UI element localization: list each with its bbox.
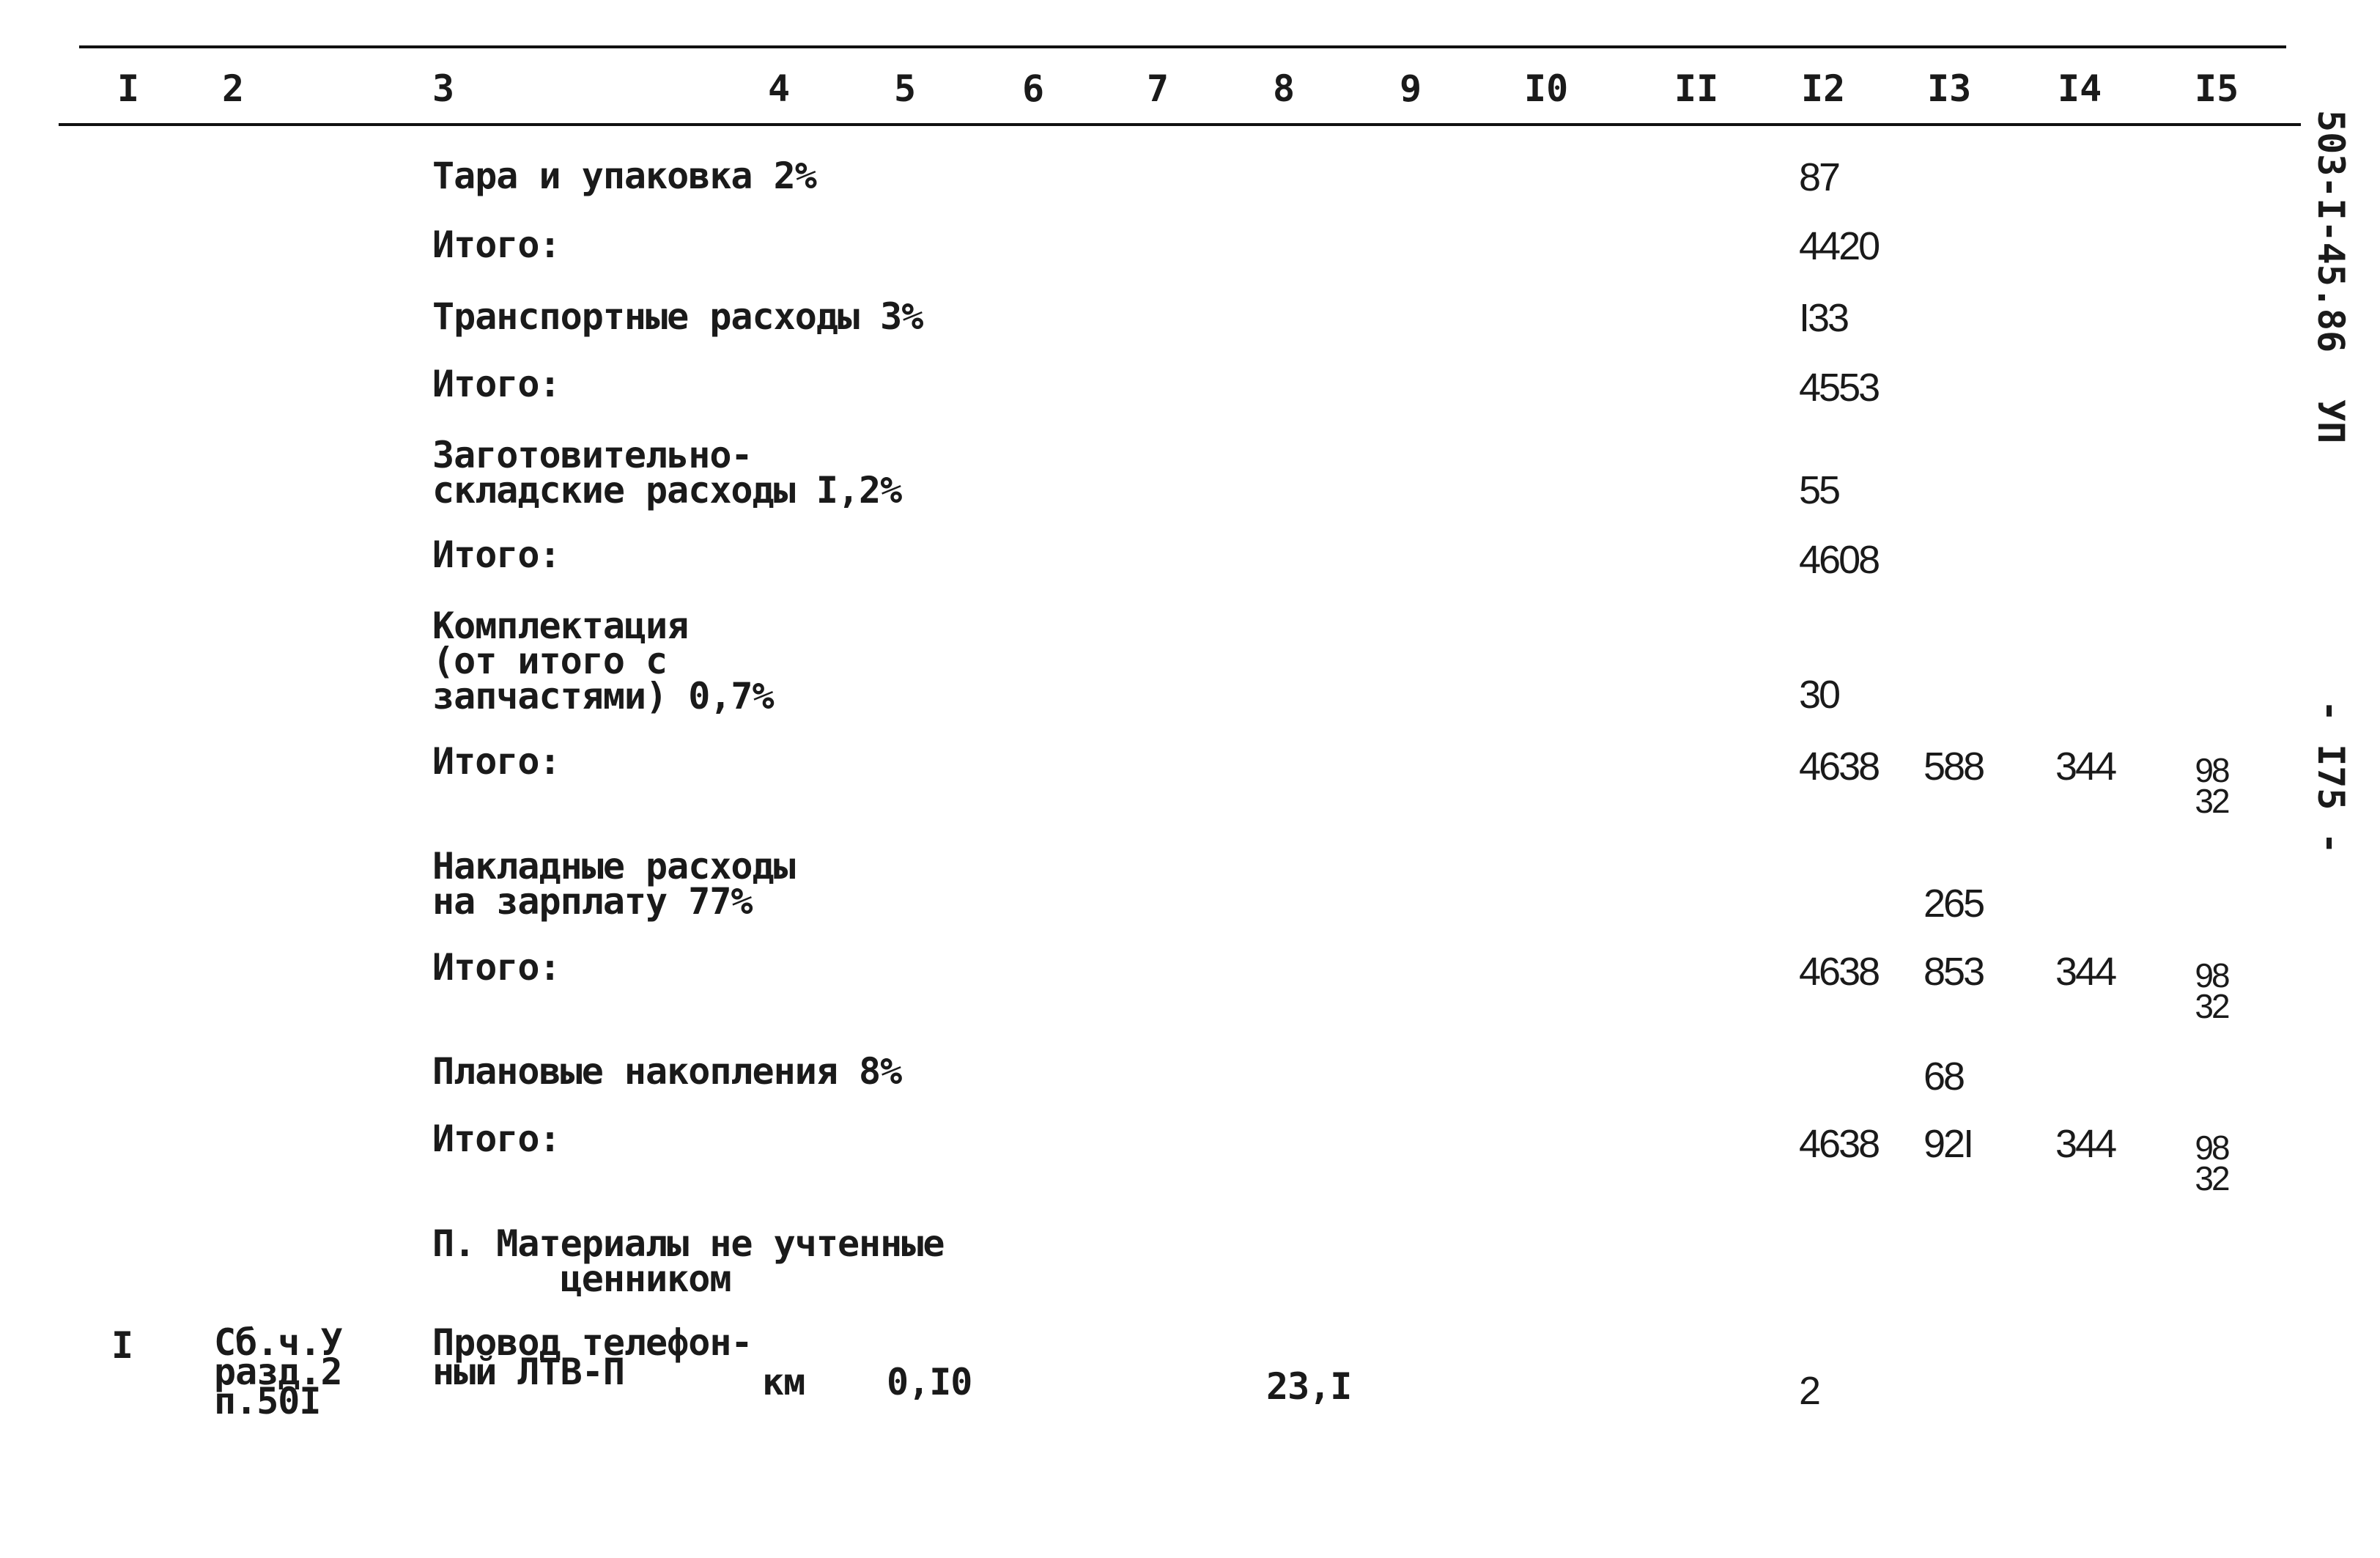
col-header-9: 9 — [1400, 67, 1422, 110]
album-number: УП — [2310, 399, 2352, 444]
col-header-2: 2 — [222, 67, 245, 110]
cell-col15 — [2186, 751, 2237, 820]
row-label: Комплектация (от итого с запчастями) 0,7% — [432, 605, 774, 717]
cell-col12: 4420 — [1799, 224, 1879, 268]
cell-col15-bottom: 32 — [2195, 987, 2228, 1025]
cell-col12: 4638 — [1799, 1122, 1879, 1166]
header-rule — [59, 123, 2301, 126]
cell-col12: 55 — [1799, 468, 1839, 512]
cell-col12: I33 — [1799, 296, 1848, 340]
cell-col12: 30 — [1799, 673, 1839, 717]
col-header-4: 4 — [768, 67, 791, 110]
col-header-15: I5 — [2195, 67, 2239, 110]
cell-col13: 265 — [1923, 882, 1984, 926]
cell-col15-bottom: 32 — [2195, 782, 2228, 820]
cell-col15-top: 98 — [2195, 1129, 2228, 1167]
col-header-1: I — [117, 67, 140, 110]
col-header-10: I0 — [1524, 67, 1569, 110]
row-label: Итого: — [432, 1118, 561, 1160]
cell-col1: I — [111, 1324, 133, 1367]
row-label: Накладные расходы на зарплату 77% — [432, 845, 795, 923]
cell-col15 — [2186, 956, 2237, 1025]
col-header-8: 8 — [1273, 67, 1296, 110]
cell-col13: 68 — [1923, 1055, 1964, 1099]
cell-col13: 92I — [1923, 1122, 1973, 1166]
cell-col14: 344 — [2055, 950, 2115, 994]
col-header-11: II — [1674, 67, 1719, 110]
col-header-7: 7 — [1147, 67, 1169, 110]
cell-col2: Сб.ч.У разд.2 п.50I — [214, 1321, 342, 1422]
cell-col13: 588 — [1923, 745, 1984, 789]
row-label: Итого: — [432, 534, 561, 576]
cell-col12: 4638 — [1799, 950, 1879, 994]
page-number: - I75 - — [2310, 700, 2352, 854]
document-code: 503-I-45.86 — [2310, 110, 2352, 353]
row-label: Итого: — [432, 946, 561, 989]
row-label: Транспортные расходы 3% — [432, 295, 923, 338]
cell-col12: 4638 — [1799, 745, 1879, 789]
col-header-12: I2 — [1801, 67, 1846, 110]
cell-col12: 4553 — [1799, 366, 1879, 410]
row-label: Провод телефон- ный ЛТВ-П — [432, 1321, 753, 1393]
cell-col15-top: 98 — [2195, 956, 2228, 994]
col-header-6: 6 — [1022, 67, 1045, 110]
row-label: Плановые накопления 8% — [432, 1050, 902, 1093]
cell-col14: 344 — [2055, 1122, 2115, 1166]
col-header-3: 3 — [432, 67, 455, 110]
cell-col15 — [2186, 1129, 2237, 1197]
col-header-5: 5 — [894, 67, 917, 110]
section-heading: П. Материалы не учтенные ценником — [432, 1222, 945, 1300]
row-label: Заготовительно- складские расходы I,2% — [432, 434, 902, 512]
row-label: Итого: — [432, 363, 561, 405]
cell-col12: 87 — [1799, 155, 1839, 199]
col-header-13: I3 — [1927, 67, 1972, 110]
cell-col14: 344 — [2055, 745, 2115, 789]
cell-col12: 2 — [1799, 1369, 1819, 1413]
cell-col8: 23,I — [1266, 1365, 1352, 1408]
top-rule — [79, 45, 2286, 48]
col-header-14: I4 — [2058, 67, 2102, 110]
row-label: Итого: — [432, 740, 561, 783]
cell-col15-top: 98 — [2195, 751, 2228, 789]
cell-col13: 853 — [1923, 950, 1984, 994]
cell-col5: 0,I0 — [887, 1361, 972, 1403]
cell-col4: км — [762, 1361, 805, 1403]
cell-col15-bottom: 32 — [2195, 1159, 2228, 1197]
row-label: Итого: — [432, 224, 561, 266]
row-label: Тара и упаковка 2% — [432, 155, 816, 197]
cell-col12: 4608 — [1799, 538, 1879, 582]
